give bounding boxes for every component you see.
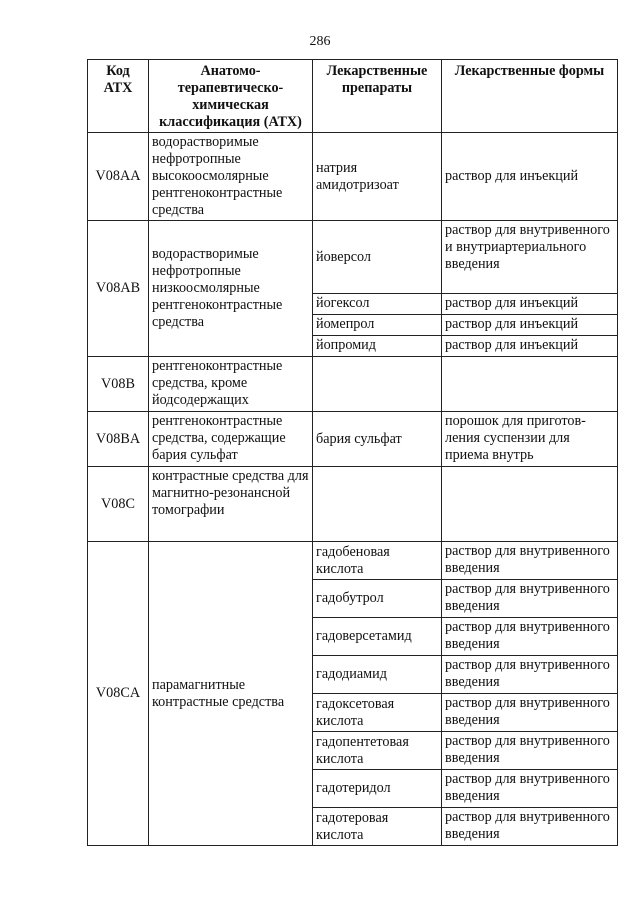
- drug-name: гадотеровая кислота: [313, 808, 442, 846]
- drug-form: раствор для инъекций: [442, 294, 618, 315]
- header-classification: Анатомо-терапевтическо-химическая классификация (АТХ): [149, 60, 313, 133]
- table-row: [88, 467, 618, 542]
- atx-code: V08BA: [88, 412, 149, 467]
- drug-form: раствор для внутривенного введения: [442, 618, 618, 656]
- atx-classification: рентгеноконтрастные средства, содержащие бария сульфат: [149, 412, 313, 467]
- drug-name-empty: [313, 357, 442, 412]
- atx-classification: контрастные средства для магнитно-резонансной томографии: [149, 467, 313, 542]
- header-code: Код АТХ: [88, 60, 149, 133]
- header-drugs: Лекарственные препараты: [313, 60, 442, 133]
- drug-form: раствор для внутривенного введения: [442, 808, 618, 846]
- drug-name: йомепрол: [313, 315, 442, 336]
- atx-code: V08CA: [88, 542, 149, 846]
- drug-name: бария сульфат: [313, 412, 442, 467]
- atx-classification: парамагнитные контрастные средства: [149, 542, 313, 846]
- table-row: [88, 133, 618, 221]
- drug-name: гадобутрол: [313, 580, 442, 618]
- table-row: [88, 412, 618, 467]
- drug-form: раствор для инъекций: [442, 336, 618, 357]
- drug-form: раствор для внутривенного введения: [442, 694, 618, 732]
- drug-form: раствор для внутривенного введения: [442, 580, 618, 618]
- page-number: 286: [309, 34, 331, 49]
- drug-name: йогексол: [313, 294, 442, 315]
- drug-form: порошок для приготов-ления суспензии для приема внутрь: [442, 412, 618, 467]
- drug-form: раствор для внутривенного и внутриартериального введения: [442, 221, 618, 294]
- table-row: [88, 221, 618, 294]
- atx-code: V08AB: [88, 221, 149, 357]
- drug-name: гадоксетовая кислота: [313, 694, 442, 732]
- atx-code: V08B: [88, 357, 149, 412]
- drug-form: раствор для инъекций: [442, 133, 618, 221]
- drug-form-empty: [442, 357, 618, 412]
- atx-code: V08C: [88, 467, 149, 542]
- drug-form: раствор для внутривенного введения: [442, 656, 618, 694]
- drug-form: раствор для внутривенного введения: [442, 732, 618, 770]
- drug-name: гадотеридол: [313, 770, 442, 808]
- header-forms: Лекарственные формы: [442, 60, 618, 133]
- drug-name: гадобеновая кислота: [313, 542, 442, 580]
- atx-classification: водорастворимые нефротропные низкоосмолярные рентгеноконтрастные средства: [149, 221, 313, 357]
- drug-name: натрия амидотризоат: [313, 133, 442, 221]
- atx-table: [87, 59, 618, 846]
- drug-name: гадопентетовая кислота: [313, 732, 442, 770]
- drug-name-empty: [313, 467, 442, 542]
- drug-form: раствор для инъекций: [442, 315, 618, 336]
- drug-name: гадоверсетамид: [313, 618, 442, 656]
- atx-classification: рентгеноконтрастные средства, кроме йодсодержащих: [149, 357, 313, 412]
- table-row: [88, 542, 618, 580]
- drug-form: раствор для внутривенного введения: [442, 542, 618, 580]
- table-row: [88, 357, 618, 412]
- table-header-row: [88, 60, 618, 133]
- drug-name: гадодиамид: [313, 656, 442, 694]
- drug-name: йоверсол: [313, 221, 442, 294]
- atx-code: V08AA: [88, 133, 149, 221]
- drug-form: раствор для внутривенного введения: [442, 770, 618, 808]
- drug-form-empty: [442, 467, 618, 542]
- atx-classification: водорастворимые нефротропные высокоосмолярные рентгеноконтрастные средства: [149, 133, 313, 221]
- drug-name: йопромид: [313, 336, 442, 357]
